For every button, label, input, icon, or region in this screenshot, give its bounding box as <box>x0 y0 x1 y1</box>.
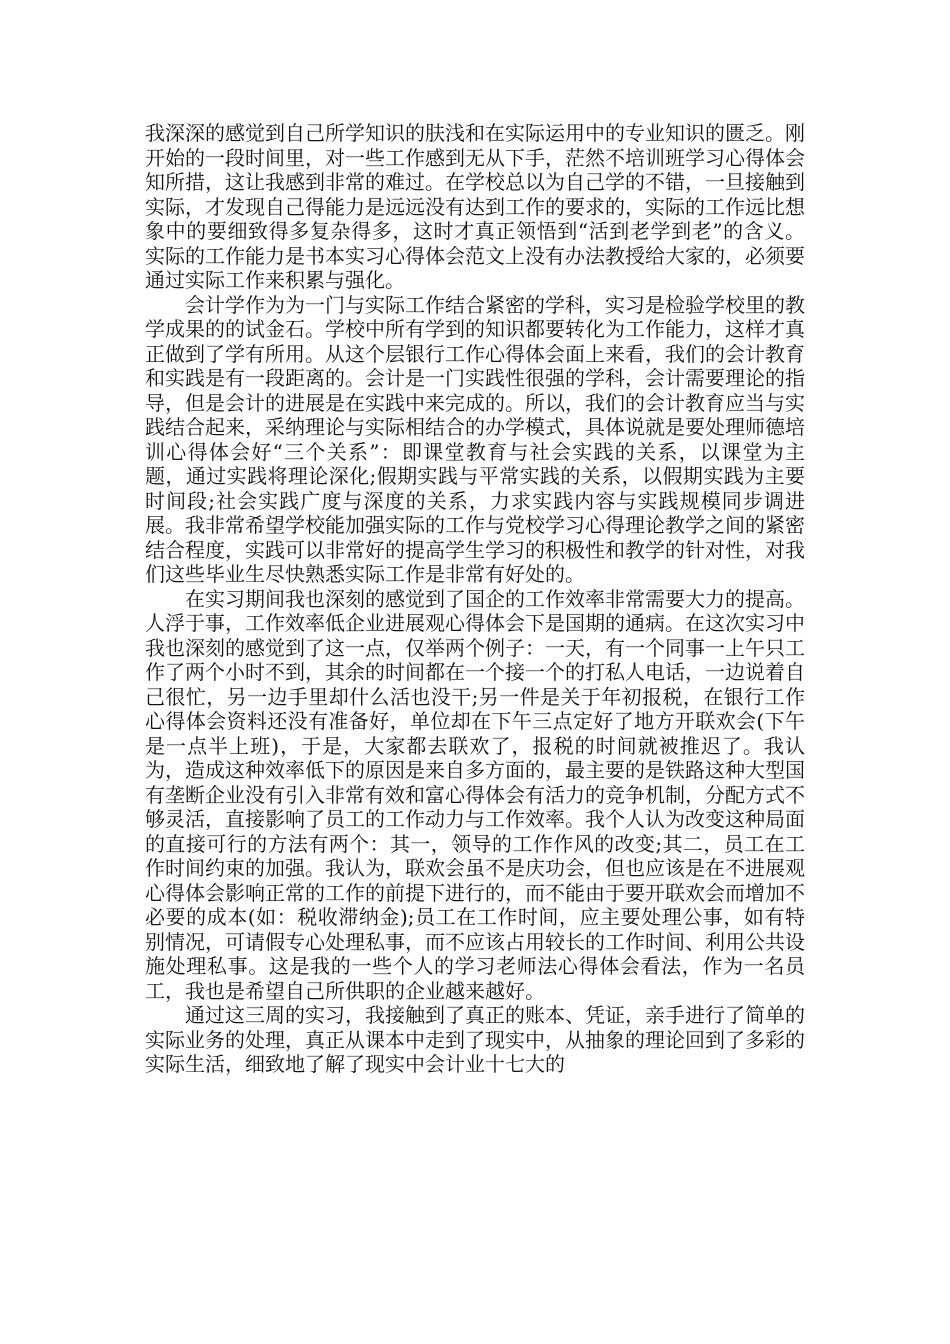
document-body <box>145 121 805 1077</box>
paragraph-2: 会计学作为为一门与实际工作结合紧密的学科，实习是检验学校里的教学成果的的试金石。学校中所有学到的知识都要转化为工作能力，这样才真正做到了学有所用。从这个层银行工作心得体会面上来看，我们的会计教育和实践是有一段距离的。会计是一门实践性很强的学科，会计需要理论的指导，但是会计的进展是在实践中来完成的。所以，我们的会计教育应当与实践结合起来，采纳理论与实际相结合的办学模式，具体说就是要处理师德培训心得体会好“三个关系”：即课堂教育与社会实践的关系，以课堂为主题，通过实践将理论深化;假期实践与平常实践的关系，以假期实践为主要时间段;社会实践广度与深度的关系，力求实践内容与实践规模同步调进展。我非常希望学校能加强实际的工作与党校学习心得理论教学之间的紧密结合程度，实践可以非常好的提高学生学习的积极性和教学的针对性，对我们这些毕业生尽快熟悉实际工作是非常有好处的。 <box>145 292 805 586</box>
paragraph-3: 在实习期间我也深刻的感觉到了国企的工作效率非常需要大力的提高。人浮于事，工作效率低企业进展观心得体会下是国期的通病。在这次实习中我也深刻的感觉到了这一点，仅举两个例子：一天，有一个同事一上午只工作了两个小时不到，其余的时间都在一个接一个的打私人电话，一边说着自己很忙，另一边手里却什么活也没干;另一件是关于年初报税，在银行工作心得体会资料还没有准备好，单位却在下午三点定好了地方开联欢会(下午是一点半上班)，于是，大家都去联欢了，报税的时间就被推迟了。我认为，造成这种效率低下的原因是来自多方面的，最主要的是铁路这种大型国有垄断企业没有引入非常有效和富心得体会有活力的竞争机制，分配方式不够灵活，直接影响了员工的工作动力与工作效率。我个人认为改变这种局面的直接可行的方法有两个：其一，领导的工作作风的改变;其二，员工在工作时间约束的加强。我认为，联欢会虽不是庆功会，但也应该是在不进展观心得体会影响正常的工作的前提下进行的，而不能由于要开联欢会而增加不必要的成本(如：税收滞纳金);员工在工作时间，应主要处理公事，如有特别情况，可请假专心处理私事，而不应该占用较长的工作时间、利用公共设施处理私事。这是我的一些个人的学习老师法心得体会看法，作为一名员工，我也是希望自己所供职的企业越来越好。 <box>145 586 805 1003</box>
paragraph-1: 我深深的感觉到自己所学知识的肤浅和在实际运用中的专业知识的匮乏。刚开始的一段时间里，对一些工作感到无从下手，茫然不培训班学习心得体会知所措，这让我感到非常的难过。在学校总以为自己学的不错，一旦接触到实际，才发现自己得能力是远远没有达到工作的要求的，实际的工作远比想象中的要细致得多复杂得多，这时才真正领悟到“活到老学到老”的含义。实际的工作能力是书本实习心得体会范文上没有办法教授给大家的，必须要通过实际工作来积累与强化。 <box>145 121 805 292</box>
paragraph-4: 通过这三周的实习，我接触到了真正的账本、凭证，亲手进行了简单的实际业务的处理，真正从课本中走到了现实中，从抽象的理论回到了多彩的实际生活，细致地了解了现实中会计业十七大的 <box>145 1003 805 1076</box>
